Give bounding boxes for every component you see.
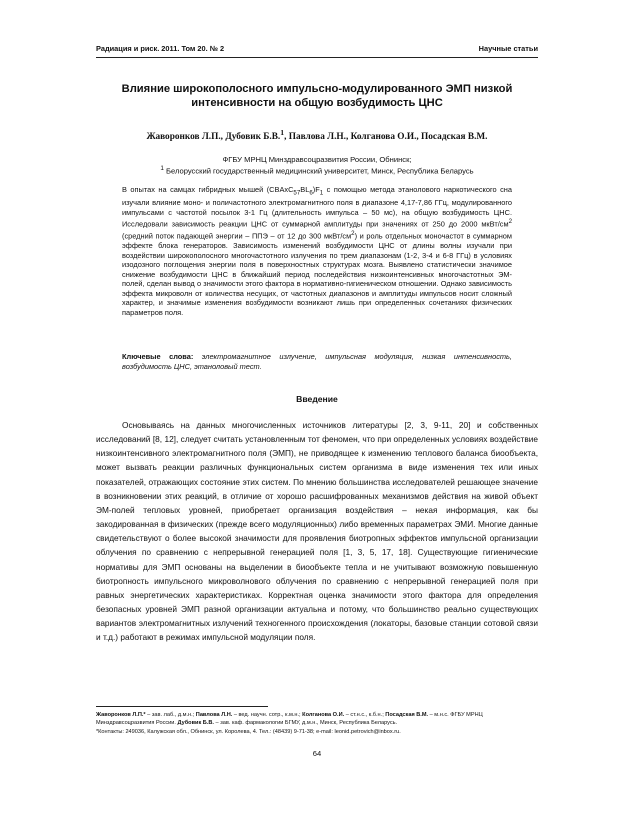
abstract: [122, 185, 512, 318]
footnote-author-5: Дубовик Б.В.: [177, 720, 214, 727]
abstract-sub-3: 1: [319, 189, 324, 197]
affiliation-mark: 1: [280, 128, 285, 137]
affiliation-second-text: Белорусский государственный медицинский университет, Минск, Республика Беларусь: [166, 166, 474, 176]
abstract-sub-1: 57: [293, 189, 301, 197]
abstract-text-5: (средний поток падающей энергии – ППЭ – от 12 до 300 мкВт/см: [122, 231, 352, 241]
affiliation-second-mark: 1: [160, 165, 164, 172]
keywords-text: электромагнитное излучение, импульсная модуляция, низкая интенсивность, возбудимость ЦНС, этаноловый тест.: [122, 352, 512, 371]
section-label: Научные статьи: [478, 44, 538, 53]
abstract-text-3: )F: [312, 185, 320, 194]
footnote-author-1: Жаворонков Л.П.*: [96, 712, 146, 718]
footnote-role-2: – вед. научн. сотр., к.м.н.;: [232, 712, 303, 718]
section-heading: Введение: [296, 394, 338, 404]
footnote-author-3: Колганова О.И.: [302, 712, 345, 718]
header-divider: [96, 57, 538, 58]
footnote: [96, 711, 538, 736]
abstract-sup-2: 2: [351, 230, 355, 238]
journal-citation: Радиация и риск. 2011. Том 20. № 2: [96, 44, 225, 53]
abstract-text-6: ) и роль отдельных моночастот в суммарном эффекте блока генераторов. Зависимость изменений возбудимости ЦНС от длины волны изучали при воздействии широкополосного многочастотного излучения по трем диапазонам (1-2, 3-4 и 6-8 ГГц) в условиях изодозного поглощения энергии поля в поверхностных структурах мозга. Выявлено статистически значимое снижение возбудимости ЦНС в ближайший период последействия низкоинтенсивных многочастотных ЭМ-полей, сделан вывод о значимости этого фактора в нормативно-гигиеническом отношении. Однако зависимость эффекта микроволн от количества несущих, от частотных диапазонов и амплитуды импульсов носит сложный характер, и значимые изменения возбудимости возникают лишь при определенных сочетаниях физических параметров поля.: [122, 231, 512, 317]
footnote-divider: [96, 706, 268, 707]
footnote-contacts: *Контакты: 249036, Калужская обл., Обнинск, ул. Королева, 4. Тел.: (48439) 9-71-38; e-mail: leonid.petrovich@inbox.ru.: [96, 728, 401, 735]
keywords: [122, 352, 512, 371]
footnote-author-4: Посадская В.М.: [385, 712, 429, 718]
authors-part-1: Жаворонков Л.П., Дубовик Б.В.: [146, 132, 281, 143]
article-title: Влияние широкополосного импульсно-модулированного ЭМП низкой интенсивности на общую возбудимость ЦНС: [121, 83, 513, 109]
page-number: 64: [312, 749, 322, 758]
footnote-author-2: Павлова Л.Н.: [195, 712, 233, 718]
running-header: [96, 44, 538, 56]
affiliation-second: [96, 165, 538, 176]
affiliation-main: ФГБУ МРНЦ Минздравсоцразвития России, Обнинск;: [222, 155, 412, 164]
author-list: [96, 128, 538, 142]
footnote-role-4: – м.н.с. ФГБУ МРНЦ Минздравсоцразвития России.: [96, 712, 483, 727]
keywords-label: Ключевые слова:: [122, 352, 194, 361]
abstract-text-1: В опытах на самцах гибридных мышей (CBAxC: [122, 185, 294, 194]
abstract-text-2: BL: [300, 185, 310, 194]
body-paragraph: Основываясь на данных многочисленных источников литературы [2, 3, 9-11, 20] и собственных исследований [8, 12], следует считать установленным тот феномен, что при определенных условиях воздействие низкоинтенсивного электромагнитного поля (ЭМП), не приводящее к изменению теплового баланса биообъекта, может вызвать реакции различных функциональных систем организма в виде изменения тех или иных показателей, отражающих состояние этих систем. По мнению большинства исследователей решающее значение в возникновении этих реакций, в отличие от хорошо расшифрованных механизмов действия на живой объект ЭМ-полей тепловых уровней, приобретает организация воздействия – некая информация, как бы закодированная в физических (прежде всего модуляционных) либо временных параметрах ЭМИ. Многие данные свидетельствуют о более высокой значимости для проявления биотропных эффектов импульсной организации облучения по сравнению с непрерывной генерацией поля [1, 3, 5, 17, 18]. Существующие гигиенические нормативы для ЭМП основаны на выделении в биообъекте тепла и не учитывают возможную повышенную биотропность импульсного микроволнового облучения по сравнению с непрерывной генерацией поля при равных энергетических характеристиках. Корректная оценка значимости этого фактора для определения безопасных уровней ЭМП разной организации актуальна и потому, что большинство реально существующих вариантов электромагнитных излучений техногенного происхождения (локаторы, базовые станции сотовой связи и т.д.) работают в режимах импульсной модуляции поля.: [96, 420, 538, 643]
abstract-sub-2: 6: [309, 189, 313, 197]
authors-part-2: , Павлова Л.Н., Колганова О.И., Посадская В.М.: [284, 132, 488, 143]
footnote-role-3: – ст.н.с., к.б.н.;: [344, 712, 386, 718]
footnote-role-1: – зав. лаб., д.м.н.;: [145, 712, 196, 718]
footnote-role-5: – зав. каф. фармакологии БГМУ, д.м.н., Минск, Республика Беларусь.: [213, 720, 398, 727]
abstract-sup-1: 2: [508, 218, 512, 226]
abstract-text-4: с помощью метода этанолового наркотического сна изучали влияние моно- и поличастотного электромагнитного поля в диапазоне 4,17-7,86 ГГц, модулированного импульсами с частотой посылок 3-1 Гц (длительность импульса – 50 мс), на общую возбудимость ЦНС. Исследовали зависимость реакции ЦНС от суммарной амплитуды при значениях от 250 до 2000 мкВт/см: [122, 185, 512, 229]
